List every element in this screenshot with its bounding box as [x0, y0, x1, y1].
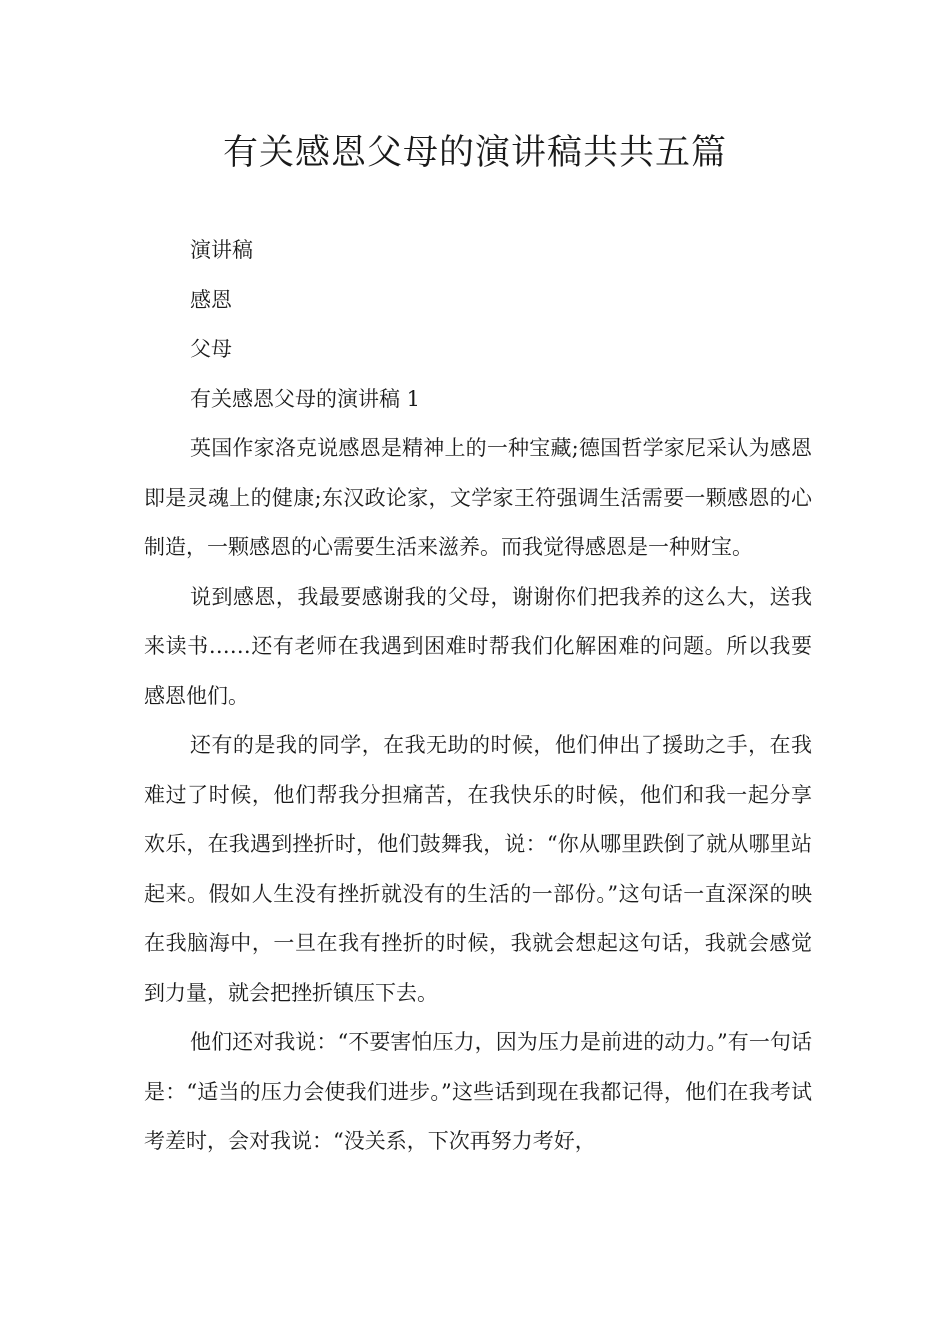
keyword-line: 感恩	[190, 287, 232, 312]
document-title: 有关感恩父母的演讲稿共共五篇	[222, 133, 727, 173]
paragraph: 英国作家洛克说感恩是精神上的一种宝藏;德国哲学家尼采认为感恩即是灵魂上的健康;东汉政论家，文学家王符强调生活需要一颗感恩的心制造，一颗感恩的心需要生活来滋养。而我觉得感恩是一种财宝。	[144, 436, 812, 559]
paragraph: 他们还对我说：“不要害怕压力，因为压力是前进的动力。”有一句话是：“适当的压力会使我们进步。”这些话到现在我都记得，他们在我考试考差时，会对我说：“没关系，下次再努力考好，	[144, 1030, 812, 1153]
keyword-line: 演讲稿	[190, 238, 253, 262]
paragraph: 说到感恩，我最要感谢我的父母，谢谢你们把我养的这么大，送我来读书……还有老师在我遇到困难时帮我们化解困难的问题。所以我要感恩他们。	[144, 584, 812, 708]
document-body	[144, 226, 812, 1167]
keyword-line: 父母	[190, 337, 232, 361]
section-heading: 有关感恩父母的演讲稿 1	[190, 386, 421, 411]
paragraph: 还有的是我的同学，在我无助的时候，他们伸出了援助之手，在我难过了时候，他们帮我分担痛苦，在我快乐的时候，他们和我一起分享欢乐，在我遇到挫折时，他们鼓舞我，说：“你从哪里跌倒了就从哪里站起来。假如人生没有挫折就没有的生活的一部份。”这句话一直深深的映在我脑海中，一旦在我有挫折的时候，我就会想起这句话，我就会感觉到力量，就会把挫折镇压下去。	[144, 733, 812, 1005]
